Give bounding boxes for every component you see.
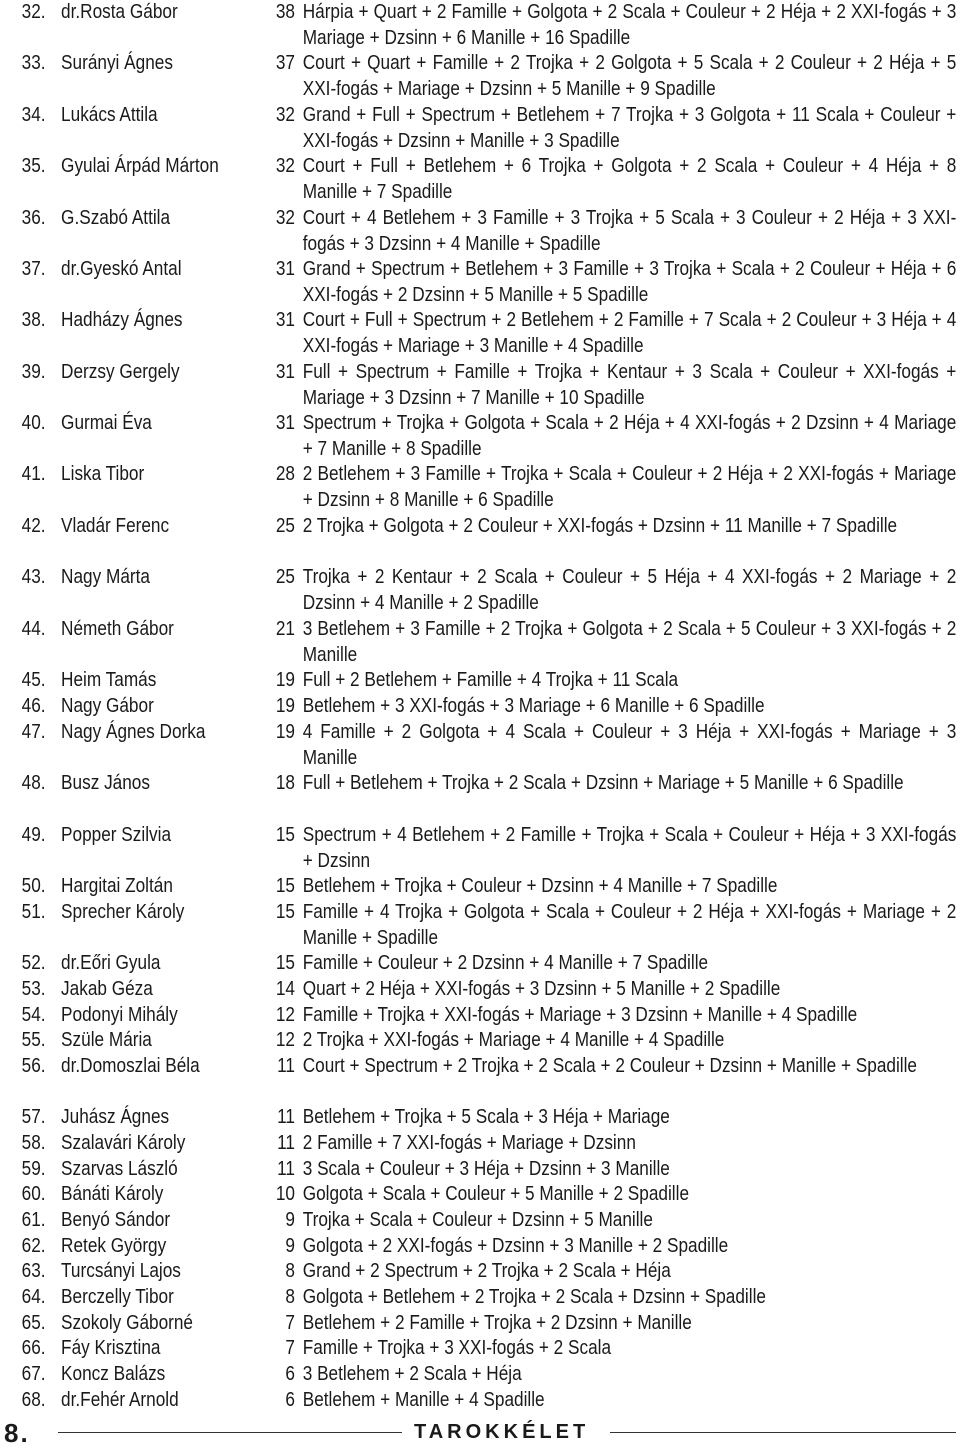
score: 11 [277, 1055, 295, 1077]
rank-number: 55. [21, 1029, 46, 1051]
score: 19 [275, 721, 295, 743]
player-name: Hargitai Zoltán [61, 875, 173, 897]
rank-number: 64. [21, 1286, 46, 1308]
score: 11 [277, 1106, 295, 1128]
score: 8 [285, 1286, 295, 1308]
score: 14 [275, 978, 295, 1000]
score: 32 [275, 207, 295, 229]
player-name: Popper Szilvia [61, 824, 172, 846]
score-breakdown: Hárpia + Quart + 2 Famille + Golgota + 2 Scala + Couleur + 2 Héja + 2 XXI-fogás + 3 Mariage + Dzsinn + 6 Manille + 16 Spadille [302, 1, 957, 49]
score-breakdown: Betlehem + Manille + 4 Spadille [302, 1389, 545, 1411]
score: 15 [275, 901, 295, 923]
score: 12 [275, 1004, 295, 1026]
score-breakdown: 3 Scala + Couleur + 3 Héja + Dzsinn + 3 Manille [302, 1158, 670, 1180]
score: 19 [275, 695, 295, 717]
score-breakdown: 3 Betlehem + 2 Scala + Héja [302, 1363, 522, 1385]
player-name: Surányi Ágnes [61, 52, 173, 74]
rank-number: 49. [21, 824, 46, 846]
player-name: Szalavári Károly [61, 1132, 186, 1154]
player-name: Gyulai Árpád Márton [61, 155, 219, 177]
player-name: Turcsányi Lajos [61, 1260, 181, 1282]
score-breakdown: 2 Trojka + XXI-fogás + Mariage + 4 Manille + 4 Spadille [302, 1029, 725, 1051]
rank-number: 67. [21, 1363, 46, 1385]
score-breakdown: Golgota + Betlehem + 2 Trojka + 2 Scala + Dzsinn + Spadille [302, 1286, 766, 1308]
rank-number: 41. [21, 463, 46, 485]
score: 7 [285, 1312, 295, 1334]
score: 7 [285, 1337, 295, 1359]
score: 31 [275, 258, 295, 280]
score-breakdown: Trojka + 2 Kentaur + 2 Scala + Couleur + 5 Héja + 4 XXI-fogás + 2 Mariage + 2 Dzsinn + 4 Manille + 2 Spadille [302, 566, 957, 614]
rank-number: 46. [21, 695, 46, 717]
score-breakdown: 2 Betlehem + 3 Famille + Trojka + Scala + Couleur + 2 Héja + 2 XXI-fogás + Mariage + Dzsinn + 8 Manille + 6 Spadille [302, 463, 957, 511]
rank-number: 44. [21, 618, 46, 640]
score: 31 [275, 412, 295, 434]
player-name: Podonyi Mihály [61, 1004, 178, 1026]
player-name: Németh Gábor [61, 618, 174, 640]
player-name: dr.Fehér Arnold [61, 1389, 179, 1411]
score: 10 [275, 1183, 295, 1205]
page-number: 8. [4, 1418, 30, 1448]
player-name: Szarvas László [61, 1158, 178, 1180]
score-breakdown: Famille + 4 Trojka + Golgota + Scala + Couleur + 2 Héja + XXI-fogás + Mariage + 2 Manille + Spadille [302, 901, 957, 949]
player-name: Fáy Krisztina [61, 1337, 161, 1359]
score: 8 [285, 1260, 295, 1282]
player-name: Nagy Gábor [61, 695, 154, 717]
player-name: Jakab Géza [61, 978, 153, 1000]
score-breakdown: 2 Famille + 7 XXI-fogás + Mariage + Dzsinn [302, 1132, 636, 1154]
score: 9 [285, 1235, 295, 1257]
player-name: Liska Tibor [61, 463, 145, 485]
rank-number: 32. [21, 1, 46, 23]
rank-number: 40. [21, 412, 46, 434]
footer-rule-right [610, 1432, 956, 1433]
player-name: Retek György [61, 1235, 167, 1257]
score: 25 [275, 515, 295, 537]
rank-number: 33. [21, 52, 46, 74]
score-breakdown: Betlehem + 3 XXI-fogás + 3 Mariage + 6 Manille + 6 Spadille [302, 695, 765, 717]
score-breakdown: Full + 2 Betlehem + Famille + 4 Trojka + 11 Scala [302, 669, 679, 691]
player-name: Juhász Ágnes [61, 1106, 170, 1128]
rank-number: 34. [21, 104, 46, 126]
score-breakdown: Quart + 2 Héja + XXI-fogás + 3 Dzsinn + 5 Manille + 2 Spadille [302, 978, 781, 1000]
player-name: Sprecher Károly [61, 901, 185, 923]
player-name: Vladár Ferenc [61, 515, 170, 537]
score-breakdown: Famille + Couleur + 2 Dzsinn + 4 Manille + 7 Spadille [302, 952, 709, 974]
score-breakdown: Court + 4 Betlehem + 3 Famille + 3 Trojka + 5 Scala + 3 Couleur + 2 Héja + 3 XXI-fogás + 3 Dzsinn + 4 Manille + Spadille [302, 207, 957, 255]
rank-number: 48. [21, 772, 46, 794]
rank-number: 56. [21, 1055, 46, 1077]
player-name: Heim Tamás [61, 669, 157, 691]
rank-number: 60. [21, 1183, 46, 1205]
player-name: Bánáti Károly [61, 1183, 164, 1205]
player-name: dr.Rosta Gábor [61, 1, 178, 23]
score-breakdown: Spectrum + Trojka + Golgota + Scala + 2 Héja + 4 XXI-fogás + 2 Dzsinn + 4 Mariage + 7 Manille + 8 Spadille [302, 412, 957, 460]
score-breakdown: Full + Spectrum + Famille + Trojka + Kentaur + 3 Scala + Couleur + XXI-fogás + Mariage + 3 Dzsinn + 7 Manille + 10 Spadille [302, 361, 957, 409]
rank-number: 42. [21, 515, 46, 537]
score: 15 [275, 875, 295, 897]
score: 38 [275, 1, 295, 23]
score: 11 [277, 1132, 295, 1154]
rank-number: 39. [21, 361, 46, 383]
score: 31 [275, 309, 295, 331]
player-name: dr.Gyeskó Antal [61, 258, 182, 280]
score-breakdown: Trojka + Scala + Couleur + Dzsinn + 5 Manille [302, 1209, 653, 1231]
rank-number: 65. [21, 1312, 46, 1334]
score-breakdown: Court + Quart + Famille + 2 Trojka + 2 Golgota + 5 Scala + 2 Couleur + 2 Héja + 5 XXI-fogás + Mariage + Dzsinn + 5 Manille + 9 Spadille [302, 52, 957, 100]
score: 37 [275, 52, 295, 74]
rank-number: 62. [21, 1235, 46, 1257]
score: 25 [275, 566, 295, 588]
score-breakdown: Court + Full + Spectrum + 2 Betlehem + 2 Famille + 7 Scala + 2 Couleur + 3 Héja + 4 XXI-fogás + Mariage + 3 Manille + 4 Spadille [302, 309, 957, 357]
rank-number: 38. [21, 309, 46, 331]
score-breakdown: Court + Full + Betlehem + 6 Trojka + Golgota + 2 Scala + Couleur + 4 Héja + 8 Manille + 7 Spadille [302, 155, 957, 203]
rank-number: 47. [21, 721, 46, 743]
player-name: Derzsy Gergely [61, 361, 180, 383]
score: 6 [285, 1363, 295, 1385]
player-name: Berczelly Tibor [61, 1286, 174, 1308]
score: 28 [275, 463, 295, 485]
rank-number: 66. [21, 1337, 46, 1359]
player-name: Koncz Balázs [61, 1363, 166, 1385]
player-name: Lukács Attila [61, 104, 158, 126]
score: 18 [275, 772, 295, 794]
score-breakdown: Grand + Spectrum + Betlehem + 3 Famille + 3 Trojka + Scala + 2 Couleur + Héja + 6 XXI-fogás + 2 Dzsinn + 5 Manille + 5 Spadille [302, 258, 957, 306]
score-breakdown: Golgota + 2 XXI-fogás + Dzsinn + 3 Manille + 2 Spadille [302, 1235, 729, 1257]
rank-number: 50. [21, 875, 46, 897]
rank-number: 57. [21, 1106, 46, 1128]
player-name: G.Szabó Attila [61, 207, 171, 229]
score-breakdown: 2 Trojka + Golgota + 2 Couleur + XXI-fogás + Dzsinn + 11 Manille + 7 Spadille [302, 515, 898, 537]
rank-number: 37. [21, 258, 46, 280]
score: 21 [275, 618, 295, 640]
score: 11 [277, 1158, 295, 1180]
rank-number: 61. [21, 1209, 46, 1231]
footer-rule-left [58, 1432, 402, 1433]
score: 32 [275, 155, 295, 177]
score-breakdown: Betlehem + 2 Famille + Trojka + 2 Dzsinn + Manille [302, 1312, 692, 1334]
score-breakdown: Grand + 2 Spectrum + 2 Trojka + 2 Scala + Héja [302, 1260, 671, 1282]
rank-number: 53. [21, 978, 46, 1000]
score: 15 [275, 952, 295, 974]
score-breakdown: Court + Spectrum + 2 Trojka + 2 Scala + 2 Couleur + Dzsinn + Manille + Spadille [302, 1055, 918, 1077]
score: 15 [275, 824, 295, 846]
rank-number: 51. [21, 901, 46, 923]
score: 6 [285, 1389, 295, 1411]
player-name: dr.Eőri Gyula [61, 952, 161, 974]
score-breakdown: Betlehem + Trojka + Couleur + Dzsinn + 4 Manille + 7 Spadille [302, 875, 778, 897]
score-breakdown: Golgota + Scala + Couleur + 5 Manille + 2 Spadille [302, 1183, 690, 1205]
player-name: Hadházy Ágnes [61, 309, 183, 331]
score: 9 [285, 1209, 295, 1231]
rank-number: 43. [21, 566, 46, 588]
rank-number: 54. [21, 1004, 46, 1026]
score-breakdown: 3 Betlehem + 3 Famille + 2 Trojka + Golgota + 2 Scala + 5 Couleur + 3 XXI-fogás + 2 Manille [302, 618, 957, 666]
score-breakdown: 4 Famille + 2 Golgota + 4 Scala + Couleur + 3 Héja + XXI-fogás + Mariage + 3 Manille [302, 721, 957, 769]
rank-number: 36. [21, 207, 46, 229]
player-name: Szüle Mária [61, 1029, 152, 1051]
publication-title: TAROKKÉLET [414, 1421, 590, 1443]
score-breakdown: Famille + Trojka + 3 XXI-fogás + 2 Scala [302, 1337, 612, 1359]
score: 19 [275, 669, 295, 691]
score: 32 [275, 104, 295, 126]
rank-number: 63. [21, 1260, 46, 1282]
player-name: dr.Domoszlai Béla [61, 1055, 200, 1077]
player-name: Benyó Sándor [61, 1209, 171, 1231]
rank-number: 52. [21, 952, 46, 974]
rank-number: 58. [21, 1132, 46, 1154]
rank-number: 59. [21, 1158, 46, 1180]
score-breakdown: Full + Betlehem + Trojka + 2 Scala + Dzsinn + Mariage + 5 Manille + 6 Spadille [302, 772, 904, 794]
player-name: Nagy Ágnes Dorka [61, 721, 206, 743]
player-name: Busz János [61, 772, 150, 794]
player-name: Gurmai Éva [61, 412, 152, 434]
score-breakdown: Spectrum + 4 Betlehem + 2 Famille + Trojka + Scala + Couleur + Héja + 3 XXI-fogás + Dzsinn [302, 824, 957, 872]
rank-number: 45. [21, 669, 46, 691]
score-breakdown: Famille + Trojka + XXI-fogás + Mariage + 3 Dzsinn + Manille + 4 Spadille [302, 1004, 858, 1026]
score: 31 [275, 361, 295, 383]
score-breakdown: Betlehem + Trojka + 5 Scala + 3 Héja + Mariage [302, 1106, 670, 1128]
rank-number: 35. [21, 155, 46, 177]
player-name: Nagy Márta [61, 566, 150, 588]
score-breakdown: Grand + Full + Spectrum + Betlehem + 7 Trojka + 3 Golgota + 11 Scala + Couleur + XXI-fogás + Dzsinn + Manille + 3 Spadille [302, 104, 957, 152]
rank-number: 68. [21, 1389, 46, 1411]
score: 12 [275, 1029, 295, 1051]
player-name: Szokoly Gáborné [61, 1312, 194, 1334]
